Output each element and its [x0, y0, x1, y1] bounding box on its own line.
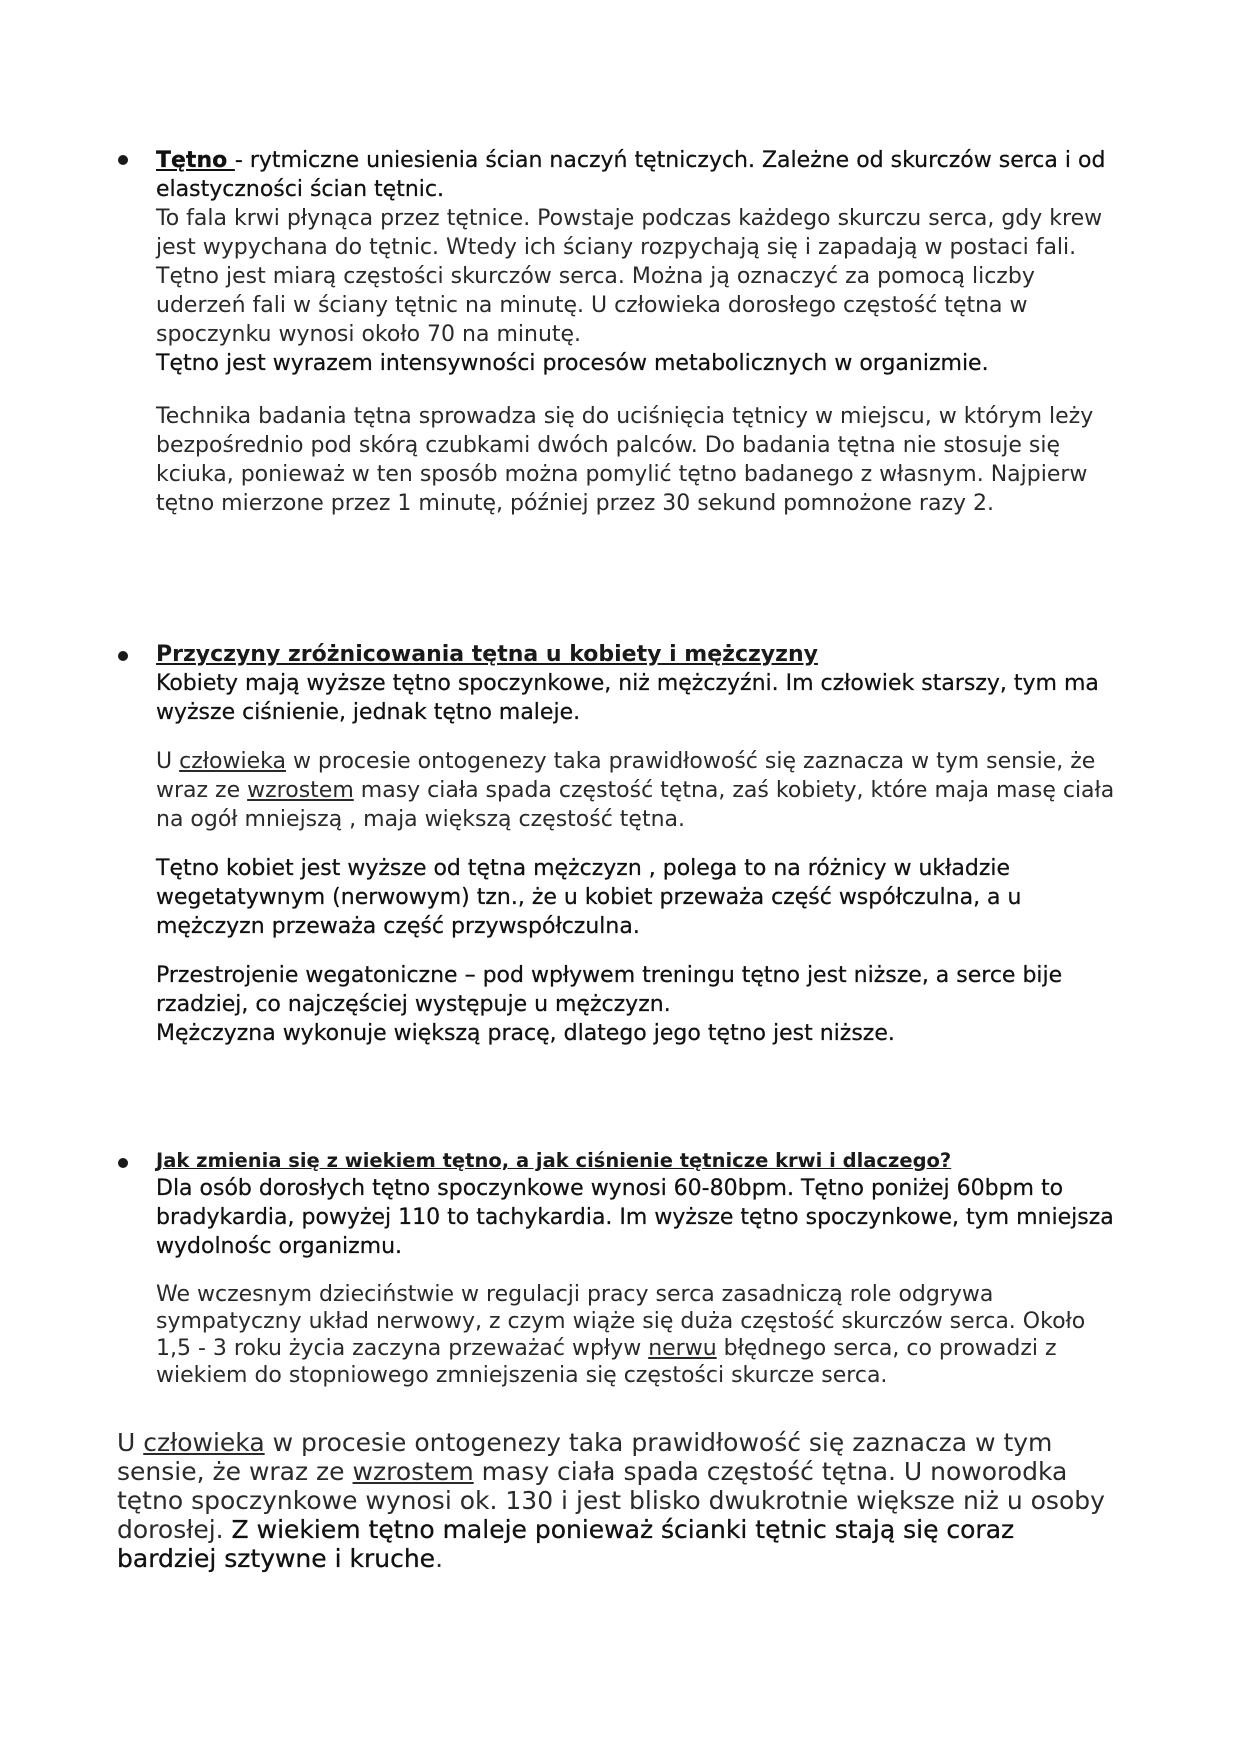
text: w procesie ontogenezy taka prawidłowość się zaznacza w tym sensie, że wraz ze	[117, 1428, 1053, 1486]
link-nerwu[interactable]: nerwu	[648, 1336, 717, 1361]
section-content	[156, 1148, 1116, 1389]
text: U	[156, 749, 180, 774]
text: We wczesnym dzieciństwie w regulacji pracy serca zasadniczą role odgrywa sympatyczny układ nerwowy, z czym wiąże się duża częstość skurczów serca. Około 1,5 - 3 roku życia zaczyna przeważać wpływ	[156, 1282, 1086, 1361]
link-czlowieka[interactable]: człowieka	[179, 749, 286, 774]
paragraph-technique: Technika badania tętna sprowadza się do uciśnięcia tętnicy w miejscu, w którym leży bezpośrednio pod skórą czubkami dwóch palców. Do badania tętna nie stosuje się kciuka, ponieważ w ten sposób można pomylić tętno badanego z własnym. Najpierw tętno mierzone przez 1 minutę, później przez 30 sekund pomnożone razy 2.	[156, 404, 1094, 516]
paragraph-autonomic: Tętno kobiet jest wyższe od tętna mężczyzn , polega to na różnicy w układzie wegetatywnym (nerwowym) tzn., że u kobiet przeważa część współczulna, a u mężczyzn przeważa część przywspółczulna.	[156, 856, 1022, 939]
definition-text: - rytmiczne uniesienia ścian naczyń tętniczych. Zależne od skurczów serca i od elastyczności ścian tętnic.	[156, 148, 1106, 202]
closing-paragraph	[117, 1428, 1117, 1573]
paragraph-women-men: Kobiety mają wyższe tętno spoczynkowe, niż mężczyźni. Im człowiek starszy, tym ma wyższe ciśnienie, jednak tętno maleje.	[156, 671, 1099, 725]
text: .	[435, 1544, 444, 1573]
definition-paragraph	[156, 146, 1116, 204]
paragraph-measure: Tętno jest miarą częstości skurczów serca. Można ją oznaczyć za pomocą liczby uderzeń fali w ściany tętnic na minutę. U człowieka dorosłego częstość tętna w spoczynku wynosi około 70 na minutę.	[156, 264, 1035, 347]
section-heading: Przyczyny zróżnicowania tętna u kobiety i mężczyzny	[156, 642, 818, 667]
link-wzrostem[interactable]: wzrostem	[352, 1457, 474, 1486]
text: błędnego serca, co prowadzi z wiekiem do stopniowego zmniejszenia się częstości skurcze serca.	[156, 1336, 1057, 1388]
paragraph-ontogeny	[156, 747, 1116, 834]
text: masy ciała spada częstość tętna, zaś kobiety, które maja masę ciała na ogół mniejszą , maja większą częstość tętna.	[156, 778, 1115, 832]
text-bold: Z wiekiem tętno maleje ponieważ ścianki tętnic stają się coraz bardziej sztywne i kruche	[117, 1515, 1015, 1573]
paragraph-wave: To fala krwi płynąca przez tętnice. Powstaje podczas każdego skurczu serca, gdy krew jest wypychana do tętnic. Wtedy ich ściany rozpychają się i zapadają w postaci fali.	[156, 206, 1103, 260]
paragraph-childhood	[156, 1281, 1116, 1389]
link-wzrostem[interactable]: wzrostem	[247, 778, 354, 803]
bullet-icon	[118, 155, 128, 165]
text: w procesie ontogenezy taka prawidłowość się zaznacza w tym sensie, że wraz ze	[156, 749, 1096, 803]
paragraph-adult-pulse: Dla osób dorosłych tętno spoczynkowe wynosi 60-80bpm. Tętno poniżej 60bpm to bradykardia, powyżej 110 to tachykardia. Im wyższe tętno spoczynkowe, tym mniejsza wydolnośc organizmu.	[156, 1176, 1114, 1259]
text: U	[117, 1428, 144, 1457]
paragraph-training: Przestrojenie wegatoniczne – pod wpływem treningu tętno jest niższe, a serce bije rzadziej, co najczęściej występuje u mężczyzn.	[156, 963, 1063, 1017]
link-czlowieka[interactable]: człowieka	[143, 1428, 265, 1457]
term-tetno: Tętno	[156, 148, 235, 173]
paragraph-metabolic: Tętno jest wyrazem intensywności procesów metabolicznych w organizmie.	[156, 351, 989, 376]
section-heading: Jak zmienia się z wiekiem tętno, a jak ciśnienie tętnicze krwi i dlaczego?	[156, 1149, 952, 1172]
section-content	[156, 146, 1116, 518]
text: masy ciała spada częstość tętna. U noworodka tętno spoczynkowe wynosi ok. 130 i jest blisko dwukrotnie większe niż u osoby dorosłej.	[117, 1457, 1105, 1544]
section-content	[156, 641, 1116, 1048]
bullet-icon	[118, 651, 128, 661]
bullet-icon	[118, 1158, 128, 1168]
paragraph-work: Mężczyzna wykonuje większą pracę, dlatego jego tętno jest niższe.	[156, 1021, 895, 1046]
